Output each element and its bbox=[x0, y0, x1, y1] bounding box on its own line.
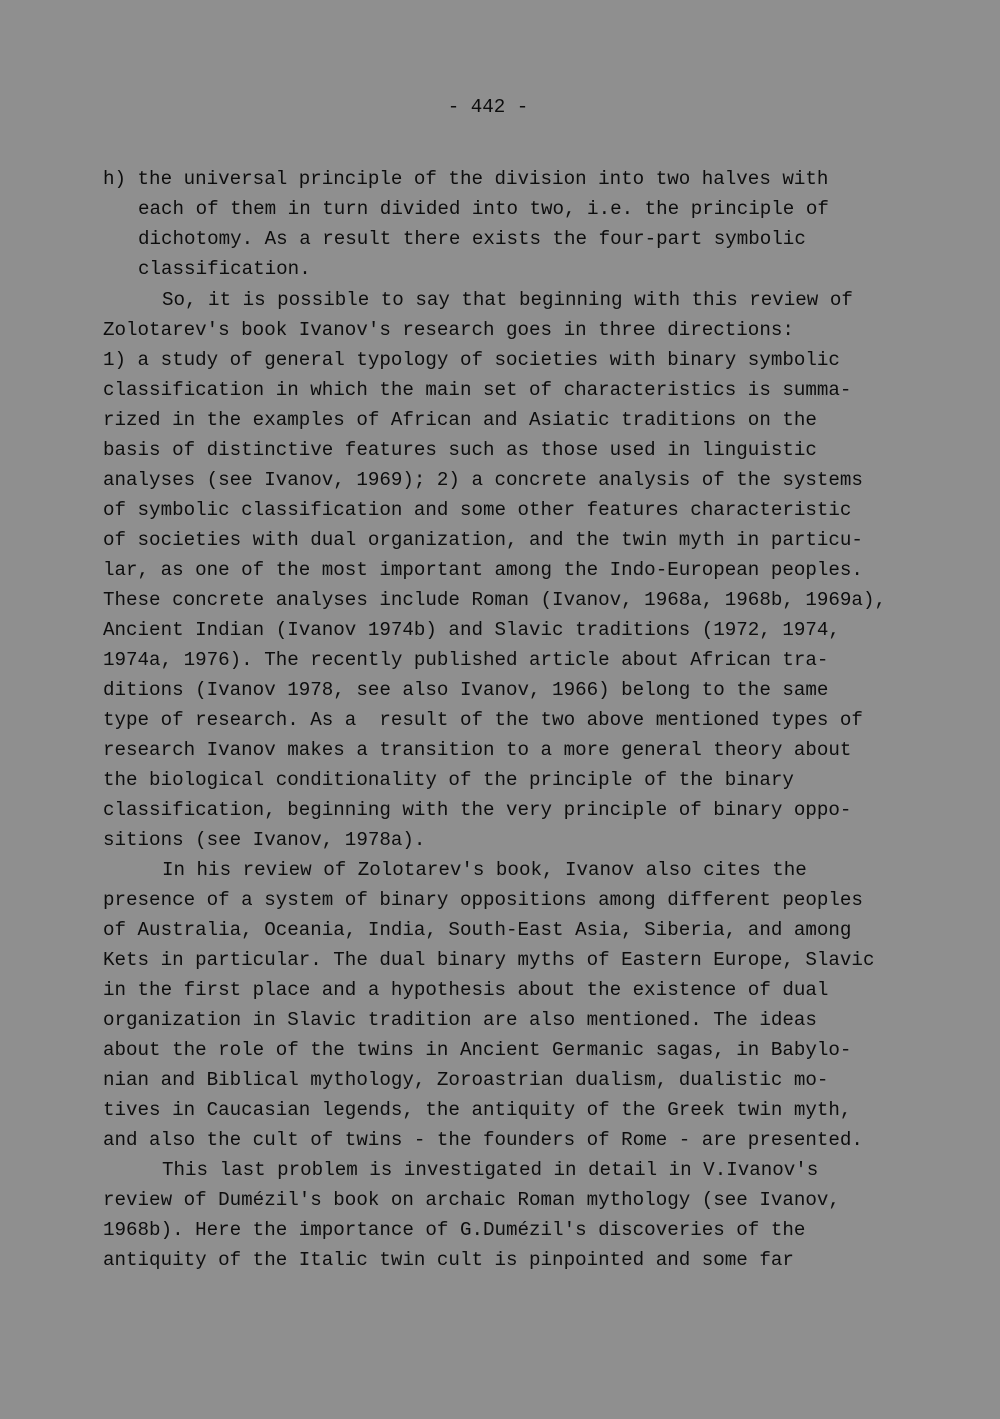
text-line: presence of a system of binary oppositions among different peoples bbox=[103, 889, 863, 911]
text-line: nian and Biblical mythology, Zoroastrian dualism, dualistic mo- bbox=[103, 1069, 829, 1091]
text-line: classification in which the main set of characteristics is summa- bbox=[103, 379, 852, 401]
text-line: research Ivanov makes a transition to a more general theory about bbox=[103, 739, 852, 761]
text-line: This last problem is investigated in detail in V.Ivanov's bbox=[162, 1159, 819, 1181]
text-line: Ancient Indian (Ivanov 1974b) and Slavic traditions (1972, 1974, bbox=[103, 619, 840, 641]
text-line: h) the universal principle of the division into two halves with bbox=[103, 168, 829, 190]
text-line: Zolotarev's book Ivanov's research goes in three directions: bbox=[103, 319, 794, 341]
text-line: classification, beginning with the very principle of binary oppo- bbox=[103, 799, 852, 821]
text-line: in the first place and a hypothesis about the existence of dual bbox=[103, 979, 829, 1001]
text-line: In his review of Zolotarev's book, Ivanov also cites the bbox=[162, 859, 807, 881]
text-line: and also the cult of twins - the founders of Rome - are presented. bbox=[103, 1129, 863, 1151]
text-line: each of them in turn divided into two, i.e. the principle of bbox=[138, 198, 829, 220]
text-line: tives in Caucasian legends, the antiquity of the Greek twin myth, bbox=[103, 1099, 852, 1121]
page-number: - 442 - bbox=[447, 96, 529, 118]
text-line: 1974a, 1976). The recently published article about African tra- bbox=[103, 649, 829, 671]
text-line: Kets in particular. The dual binary myths of Eastern Europe, Slavic bbox=[103, 949, 875, 971]
text-line: the biological conditionality of the principle of the binary bbox=[103, 769, 794, 791]
text-line: These concrete analyses include Roman (Ivanov, 1968a, 1968b, 1969a), bbox=[103, 589, 886, 611]
text-line: So, it is possible to say that beginning with this review of bbox=[162, 289, 853, 311]
text-line: of societies with dual organization, and the twin myth in particu- bbox=[103, 529, 863, 551]
text-line: type of research. As a result of the two above mentioned types of bbox=[103, 709, 863, 731]
text-line: ditions (Ivanov 1978, see also Ivanov, 1966) belong to the same bbox=[103, 679, 829, 701]
text-line: dichotomy. As a result there exists the four-part symbolic bbox=[138, 228, 806, 250]
text-line: antiquity of the Italic twin cult is pinpointed and some far bbox=[103, 1249, 794, 1271]
text-line: lar, as one of the most important among the Indo-European peoples. bbox=[103, 559, 863, 581]
text-line: analyses (see Ivanov, 1969); 2) a concrete analysis of the systems bbox=[103, 469, 863, 491]
text-line: basis of distinctive features such as those used in linguistic bbox=[103, 439, 817, 461]
text-line: about the role of the twins in Ancient Germanic sagas, in Babylo- bbox=[103, 1039, 852, 1061]
text-line: of Australia, Oceania, India, South-East Asia, Siberia, and among bbox=[103, 919, 852, 941]
text-line: 1) a study of general typology of societies with binary symbolic bbox=[103, 349, 840, 371]
text-line: of symbolic classification and some other features characteristic bbox=[103, 499, 852, 521]
text-line: review of Dumézil's book on archaic Roman mythology (see Ivanov, bbox=[103, 1189, 840, 1211]
text-line: 1968b). Here the importance of G.Dumézil's discoveries of the bbox=[103, 1219, 806, 1241]
text-line: classification. bbox=[138, 258, 311, 280]
text-line: rized in the examples of African and Asiatic traditions on the bbox=[103, 409, 817, 431]
text-line: organization in Slavic tradition are also mentioned. The ideas bbox=[103, 1009, 817, 1031]
text-line: sitions (see Ivanov, 1978a). bbox=[103, 829, 426, 851]
